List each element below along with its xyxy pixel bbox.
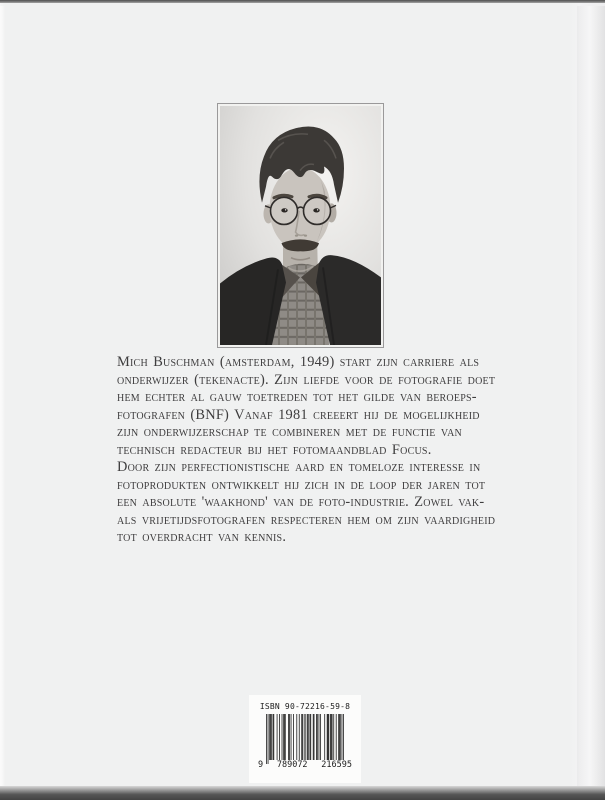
bio-text — [117, 354, 517, 547]
barcode-bars — [266, 714, 344, 764]
author-photo — [217, 103, 384, 348]
bio-line: onderwijzer (tekenacte). Zijn liefde voor de fotografie doet — [117, 371, 496, 388]
bio-line: een absolute 'waakhond' van de foto-industrie. Zowel vak- — [117, 494, 485, 510]
bio-line: tot overdracht van kennis. — [117, 529, 287, 545]
ean-left-group: 789072 — [276, 760, 308, 770]
bio-line: fotoprodukten ontwikkelt hij zich in de loop der jaren tot — [117, 476, 486, 493]
ean-right-group: 216595 — [321, 760, 352, 770]
bio-line: hem echter al gauw toetreden tot het gilde van beroeps- — [117, 389, 477, 405]
ean-first-digit: 9 — [258, 760, 264, 770]
bio-line: fotografen (BNF) Vanaf 1981 creeert hij de mogelijkheid — [117, 406, 480, 423]
bio-line: als vrijetijdsfotografen respecteren hem om zijn vaardigheid — [117, 511, 496, 528]
cover-left-edge-highlight — [0, 6, 5, 789]
bio-line: Door zijn perfectionistische aard en tomeloze interesse in — [117, 459, 481, 475]
bio-line: technisch redacteur bij het fotomaandblad Focus. — [117, 441, 432, 458]
cover-right-edge-shading — [577, 6, 605, 789]
book-top-edge — [0, 0, 605, 3]
bio-line: zijn onderwijzerschap te combineren met de functie van — [117, 424, 462, 440]
cover-surface — [0, 3, 605, 789]
book-bottom-edge-shadow — [0, 786, 605, 800]
barcode-digits — [257, 760, 353, 770]
isbn-barcode — [249, 695, 361, 783]
author-portrait-image — [220, 106, 381, 345]
isbn-label: ISBN 90-72216-59-8 — [259, 702, 351, 711]
bio-line: Mich Buschman (amsterdam, 1949) start zijn carriere als — [117, 354, 480, 370]
